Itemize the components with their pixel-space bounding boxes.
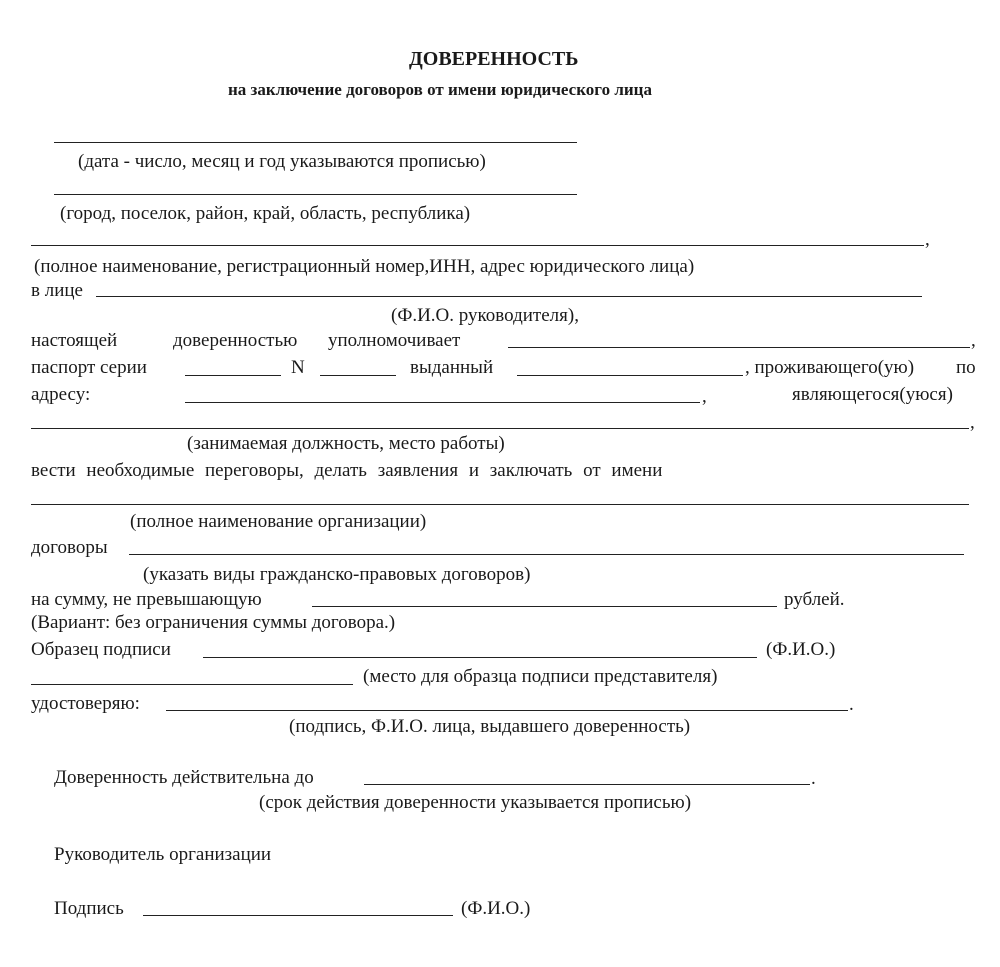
date-field[interactable]: [54, 142, 577, 143]
representative-field[interactable]: [508, 347, 970, 348]
comma-mark: ,: [925, 229, 930, 250]
comma-mark-4: ,: [970, 412, 975, 433]
negotiate-text: вести необходимые переговоры, делать заявления и заключать от имени: [31, 460, 663, 481]
document-subtitle: на заключение договоров от имени юридического лица: [228, 80, 652, 99]
udostoveryayu-label: удостоверяю:: [31, 693, 140, 714]
address-field[interactable]: [185, 402, 700, 403]
comma-mark-2: ,: [971, 330, 976, 351]
amount-field[interactable]: [312, 606, 777, 607]
organization-name-field[interactable]: [31, 504, 969, 505]
adresu-label: адресу:: [31, 384, 91, 405]
upolnomochivaet-word: уполномочивает: [328, 330, 461, 351]
period-mark-2: .: [811, 768, 816, 789]
podpis-label: Подпись: [54, 898, 124, 919]
organization-name-hint: (полное наименование организации): [130, 511, 427, 532]
doverennostyu-word: доверенностью: [173, 330, 298, 351]
sample-signature-place-field[interactable]: [31, 684, 353, 685]
na-summu-label: на сумму, не превышающую: [31, 589, 262, 610]
obrazets-podpisi-label: Образец подписи: [31, 639, 171, 660]
rubley-label: рублей.: [784, 589, 845, 610]
yavlyayushchegosya-label: являющегося(уюся): [792, 384, 953, 405]
comma-mark-3: ,: [702, 386, 707, 407]
validity-hint: (срок действия доверенности указывается прописью): [259, 792, 692, 813]
prozhivayushchego-label: , проживающего(ую): [745, 357, 915, 378]
director-hint: (Ф.И.О. руководителя),: [391, 305, 579, 326]
passport-series-field[interactable]: [185, 375, 281, 376]
variant-note: (Вариант: без ограничения суммы договора.): [31, 612, 396, 633]
director-signature-field[interactable]: [143, 915, 453, 916]
city-field[interactable]: [54, 194, 577, 195]
document-title: ДОВЕРЕННОСТЬ: [409, 48, 579, 70]
fio-label: (Ф.И.О.): [766, 639, 836, 660]
sample-place-hint: (место для образца подписи представителя): [363, 666, 718, 687]
validity-field[interactable]: [364, 784, 810, 785]
contract-types-hint: (указать виды гражданско-правовых договоров): [143, 564, 531, 585]
vydannyy-label: выданный: [410, 357, 494, 378]
n-label: N: [291, 357, 305, 378]
issuer-field[interactable]: [166, 710, 848, 711]
position-hint: (занимаемая должность, место работы): [187, 433, 505, 454]
rukovoditel-label: Руководитель организации: [54, 844, 272, 865]
dogovory-label: договоры: [31, 537, 108, 558]
passport-number-field[interactable]: [320, 375, 396, 376]
validity-label: Доверенность действительна до: [54, 767, 314, 788]
organization-field[interactable]: [31, 245, 924, 246]
period-mark: .: [849, 694, 854, 715]
sample-signature-field[interactable]: [203, 657, 757, 658]
contracts-field[interactable]: [129, 554, 964, 555]
date-hint: (дата - число, месяц и год указываются прописью): [78, 151, 486, 172]
director-field[interactable]: [96, 296, 922, 297]
v-litse-label: в лице: [31, 280, 83, 301]
issued-by-field[interactable]: [517, 375, 743, 376]
fio-label-2: (Ф.И.О.): [461, 898, 531, 919]
issuer-hint: (подпись, Ф.И.О. лица, выдавшего доверенность): [289, 716, 691, 737]
po-label: по: [956, 357, 976, 378]
nastoyashchey-word: настоящей: [31, 330, 118, 351]
pasport-serii-label: паспорт серии: [31, 357, 147, 378]
city-hint: (город, поселок, район, край, область, республика): [60, 203, 471, 224]
organization-hint: (полное наименование, регистрационный номер,ИНН, адрес юридического лица): [34, 256, 695, 277]
position-field[interactable]: [31, 428, 969, 429]
